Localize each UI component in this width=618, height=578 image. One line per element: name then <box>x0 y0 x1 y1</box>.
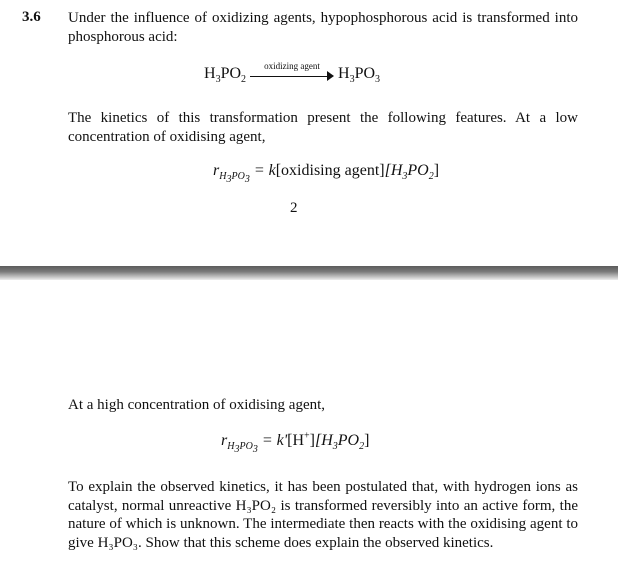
explanation-paragraph: To explain the observed kinetics, it has been postulated that, with hydrogen ions as catalyst, normal unreactive H₃PO₂ is transformed reversibly into an active form, the nature of which is unknown. The intermediate then reacts with the oxidising agent to give H₃PO₃. Show that this scheme does explain the observed kinetics. <box>68 479 578 551</box>
rate-equation-low: $r_{H_3PO_3}$ = k[oxidising $agent][H_3PO_2]$ <box>213 162 440 186</box>
reaction-equation <box>204 61 381 86</box>
arrow-label: oxidizing agent <box>264 61 320 72</box>
rate-equation-high: $r_{H_3PO_3} = k'[H^+][H_3PO_2]$ <box>221 430 370 456</box>
page-2 <box>0 280 618 578</box>
kinetics-paragraph: The kinetics of this transformation present the following features. At a low concentration of oxidising agent, <box>68 110 578 145</box>
reaction-arrow <box>250 61 334 82</box>
question-number: 3.6 <box>22 9 41 25</box>
page-1 <box>0 0 618 266</box>
product: $H_3PO_3$ <box>338 65 381 86</box>
page-separator <box>0 266 618 280</box>
reactant: $H_3PO_2$ <box>204 65 247 86</box>
page-number: 2 <box>290 200 298 216</box>
intro-paragraph: Under the influence of oxidizing agents, hypophosphorous acid is transformed into phosphorous acid: <box>68 10 578 45</box>
high-concentration-paragraph: At a high concentration of oxidising agent, <box>68 397 326 413</box>
